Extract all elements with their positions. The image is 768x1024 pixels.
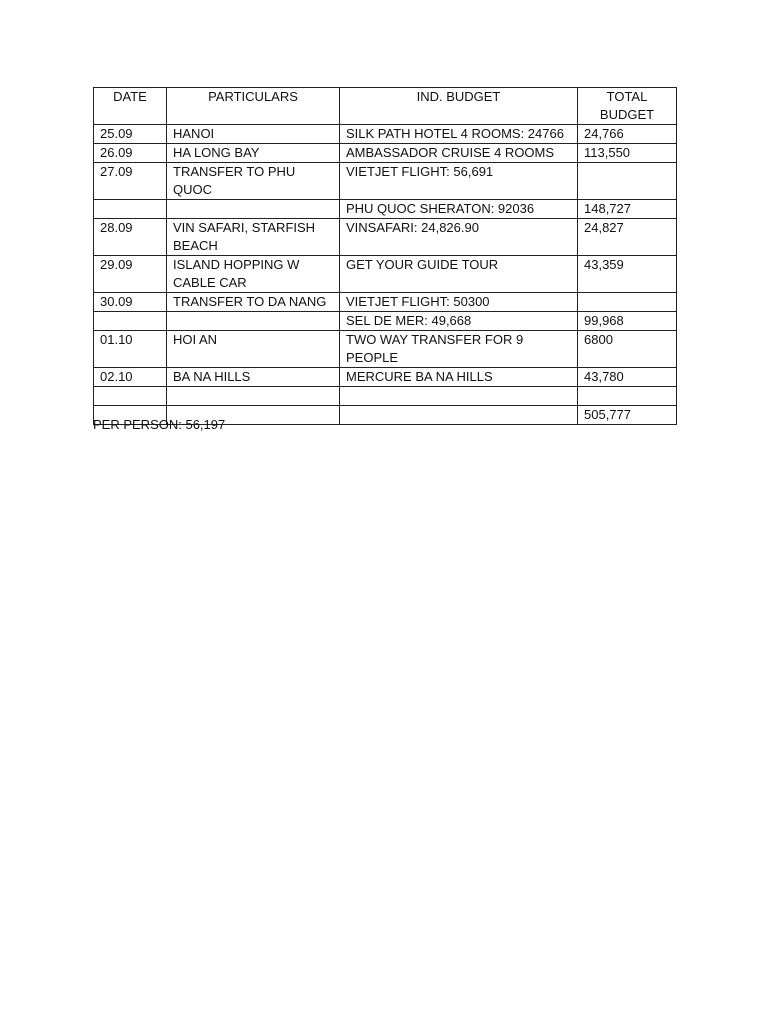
- table-row: [94, 387, 677, 406]
- cell-total-budget: 43,359: [578, 256, 677, 293]
- cell-date: 02.10: [94, 368, 167, 387]
- header-ind-budget: IND. BUDGET: [340, 88, 578, 125]
- cell-ind-budget: SEL DE MER: 49,668: [340, 312, 578, 331]
- table-row: [94, 125, 677, 144]
- cell-particulars: BA NA HILLS: [167, 368, 340, 387]
- table-row: [94, 163, 677, 200]
- cell-total-budget: 24,766: [578, 125, 677, 144]
- cell-date: 30.09: [94, 293, 167, 312]
- cell-particulars: TRANSFER TO PHU QUOC: [167, 163, 340, 200]
- cell-total-budget: 148,727: [578, 200, 677, 219]
- cell-total-budget: [578, 387, 677, 406]
- cell-date: 25.09: [94, 125, 167, 144]
- cell-total-budget: 6800: [578, 331, 677, 368]
- cell-ind-budget: [340, 406, 578, 425]
- cell-date: [94, 200, 167, 219]
- cell-total-budget: 113,550: [578, 144, 677, 163]
- cell-total-budget: 99,968: [578, 312, 677, 331]
- cell-particulars: HA LONG BAY: [167, 144, 340, 163]
- table-row: [94, 219, 677, 256]
- cell-particulars: ISLAND HOPPING W CABLE CAR: [167, 256, 340, 293]
- cell-total-budget: [578, 163, 677, 200]
- cell-grand-total: 505,777: [578, 406, 677, 425]
- cell-ind-budget: SILK PATH HOTEL 4 ROOMS: 24766: [340, 125, 578, 144]
- cell-ind-budget: AMBASSADOR CRUISE 4 ROOMS: [340, 144, 578, 163]
- header-total-budget: TOTAL BUDGET: [578, 88, 677, 125]
- cell-particulars: TRANSFER TO DA NANG: [167, 293, 340, 312]
- cell-ind-budget: VIETJET FLIGHT: 56,691: [340, 163, 578, 200]
- cell-date: 28.09: [94, 219, 167, 256]
- cell-ind-budget: VINSAFARI: 24,826.90: [340, 219, 578, 256]
- cell-particulars: HOI AN: [167, 331, 340, 368]
- cell-ind-budget: VIETJET FLIGHT: 50300: [340, 293, 578, 312]
- header-particulars: PARTICULARS: [167, 88, 340, 125]
- table-row: [94, 331, 677, 368]
- header-date: DATE: [94, 88, 167, 125]
- cell-ind-budget: [340, 387, 578, 406]
- cell-ind-budget: GET YOUR GUIDE TOUR: [340, 256, 578, 293]
- per-person-cost: PER PERSON: 56,197: [93, 417, 226, 432]
- table-row: [94, 256, 677, 293]
- table-row: [94, 293, 677, 312]
- table-header-row: [94, 88, 677, 125]
- cell-ind-budget: PHU QUOC SHERATON: 92036: [340, 200, 578, 219]
- cell-date: 27.09: [94, 163, 167, 200]
- table-row: [94, 368, 677, 387]
- budget-table: [93, 87, 677, 425]
- cell-total-budget: [578, 293, 677, 312]
- cell-total-budget: 24,827: [578, 219, 677, 256]
- cell-date: 01.10: [94, 331, 167, 368]
- cell-particulars: HANOI: [167, 125, 340, 144]
- cell-particulars: [167, 312, 340, 331]
- cell-particulars: [167, 200, 340, 219]
- cell-total-budget: 43,780: [578, 368, 677, 387]
- table-row: [94, 312, 677, 331]
- cell-date: [94, 387, 167, 406]
- cell-ind-budget: TWO WAY TRANSFER FOR 9 PEOPLE: [340, 331, 578, 368]
- table-row: [94, 200, 677, 219]
- cell-ind-budget: MERCURE BA NA HILLS: [340, 368, 578, 387]
- cell-date: 29.09: [94, 256, 167, 293]
- cell-date: 26.09: [94, 144, 167, 163]
- cell-date: [94, 312, 167, 331]
- cell-particulars: VIN SAFARI, STARFISH BEACH: [167, 219, 340, 256]
- cell-particulars: [167, 387, 340, 406]
- table-row: [94, 144, 677, 163]
